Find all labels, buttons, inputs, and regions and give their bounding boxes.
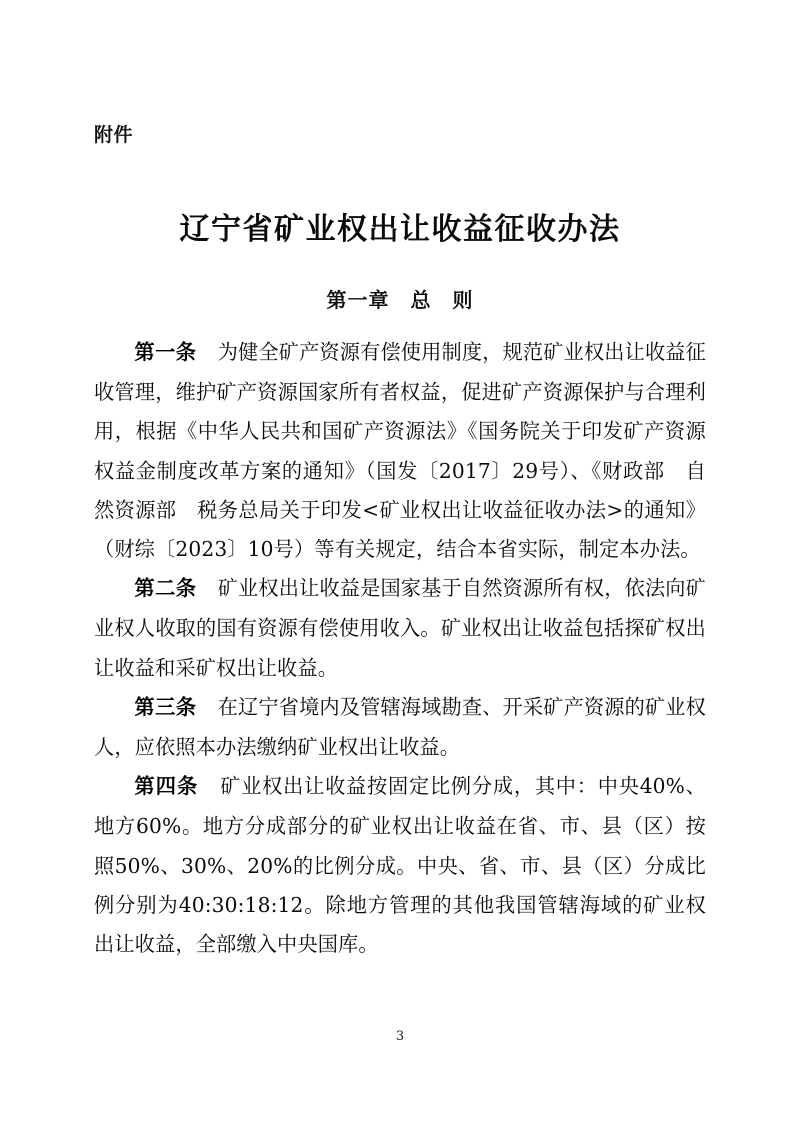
- article-number: 第四条: [134, 776, 199, 799]
- article-paragraph: [94, 688, 706, 767]
- page-number: 3: [395, 1029, 405, 1044]
- article-paragraph: [94, 333, 706, 569]
- article-paragraph: [94, 767, 706, 964]
- article-number: 第一条: [134, 342, 197, 364]
- article-paragraph: [94, 569, 706, 688]
- chapter-heading: 第一章 总 则: [326, 289, 474, 312]
- article-text: 矿业权出让收益按固定比例分成，其中：中央40%、地方60%。地方分成部分的矿业权出让收益在省、市、县（区）按照50%、30%、20%的比例分成。中央、省、市、县（区）分成比例分别为40:30:18:12。除地方管理的其他我国管辖海域的矿业权出让收益，全部缴入中央国库。: [94, 774, 706, 957]
- article-number: 第二条: [134, 578, 197, 601]
- article-text: 在辽宁省境内及管辖海域勘查、开采矿产资源的矿业权人，应依照本办法缴纳矿业权出让收益。: [94, 694, 706, 760]
- article-number: 第三条: [134, 696, 197, 719]
- article-text: 矿业权出让收益是国家基于自然资源所有权，依法向矿业权人收取的国有资源有偿使用收入。矿业权出让收益包括探矿权出让收益和采矿权出让收益。: [94, 576, 706, 680]
- article-text: 为健全矿产资源有偿使用制度，规范矿业权出让收益征收管理，维护矿产资源国家所有者权益，促进矿产资源保护与合理利用，根据《中华人民共和国矿产资源法》《国务院关于印发矿产资源权益金制度改革方案的通知》（国发〔2017〕29号）、《财政部 自然资源部 税务总局关于印发<矿业权出让收益征收办法>的通知》（财综〔2023〕10号）等有关规定，结合本省实际，制定本办法。: [94, 340, 706, 562]
- attachment-label: 附件: [94, 125, 134, 146]
- page-title: 辽宁省矿业权出让收益征收办法: [179, 213, 621, 247]
- document-body: [94, 333, 706, 964]
